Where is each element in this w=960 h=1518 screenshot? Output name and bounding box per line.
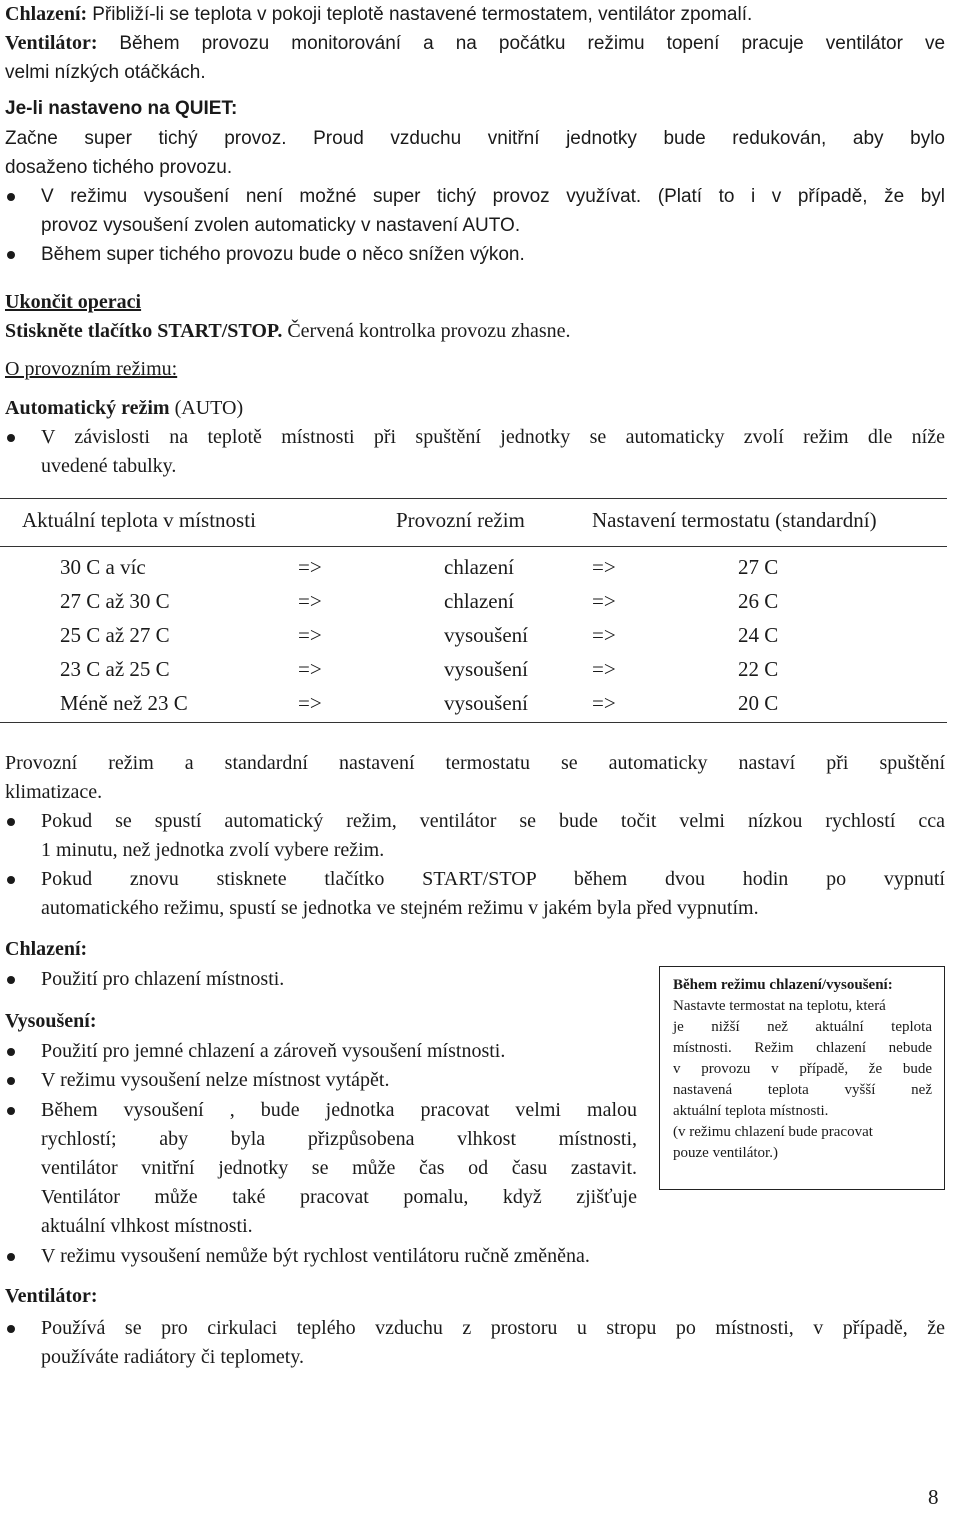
auto-bullet-a: V závislosti na teplotě místnosti při spuštění jednotky se automaticky zvolí režim dle níže [41,426,945,448]
fan-line-1 [5,29,945,58]
row-temp: 27 C až 30 C [60,589,170,613]
bullet-dot [7,1077,15,1085]
row-mode: chlazení [444,555,514,579]
auto-b2-a: Pokud se spustí automatický režim, ventilátor se bude točit velmi nízkou rychlostí cca [41,810,945,832]
note-title: Během režimu chlazení/vysoušení: [673,977,893,993]
row-temp: Méně než 23 C [60,691,188,715]
end-line [5,317,945,346]
row-mode: vysoušení [444,657,528,681]
end-text-bold: Stiskněte tlačítko START/STOP. [5,320,283,342]
cool2-heading: Chlazení: [5,938,88,960]
bullet-dot [7,976,15,984]
fan-text-1: Během provozu monitorování a na počátku režimu topení pracuje ventilátor ve [119,33,946,54]
bullet-dot [7,434,15,442]
table-header-temp: Aktuální teplota v místnosti [22,508,256,532]
row-setting: 27 C [738,555,779,579]
note-line: v provozu v případě, že bude [673,1061,932,1077]
row-arrow: => [298,555,322,579]
end-heading: Ukončit operaci [5,291,142,313]
auto-line [5,394,945,423]
auto-b3-b: automatického režimu, spustí se jednotka ve stejném režimu v jakém byla před vypnutím. [41,897,759,919]
auto-suffix: (AUTO) [169,397,244,419]
dry-b2: V režimu vysoušení nelze místnost vytápět. [41,1069,390,1091]
row-mode: chlazení [444,589,514,613]
bullet-dot [7,193,15,201]
table-header-mode: Provozní režim [396,508,525,532]
row-arrow: => [592,691,616,715]
table-bottom-rule [0,722,947,723]
note-line: (v režimu chlazení bude pracovat [673,1124,873,1140]
quiet-bullet-1b: provoz vysoušení zvolen automaticky v nastavení AUTO. [41,215,521,236]
row-setting: 26 C [738,589,779,613]
fan2-heading: Ventilátor: [5,1285,98,1307]
row-arrow: => [298,657,322,681]
quiet-bullet-1a: V režimu vysoušení není možné super tichý provoz využívat. (Platí to i v případě, že byl [41,186,945,207]
cooling-line [5,0,945,29]
fan-heading: Ventilátor: [5,32,98,54]
quiet-heading: Je-li nastaveno na QUIET: [5,98,238,119]
bullet-dot [7,1048,15,1056]
page-number: 8 [928,1485,939,1509]
row-arrow: => [298,691,322,715]
cooling-text: Přibliží-li se teplota v pokoji teplotě nastavené termostatem, ventilátor zpomalí. [92,4,753,25]
quiet-text-1: Začne super tichý provoz. Proud vzduchu vnitřní jednotky bude redukován, aby bylo [5,128,945,149]
bullet-dot [7,251,15,259]
bullet-dot [7,1325,15,1333]
dry-heading: Vysoušení: [5,1010,97,1032]
note-line: je nižší než aktuální teplota [673,1019,932,1035]
table-top-rule [0,498,947,499]
end-text: Červená kontrolka provozu zhasne. [282,320,571,342]
row-arrow: => [592,589,616,613]
dry-b3-line: Během vysoušení , bude jednotka pracovat velmi malou [41,1099,637,1121]
row-setting: 24 C [738,623,779,647]
auto-b3-a: Pokud znovu stisknete tlačítko START/STOP během dvou hodin po vypnutí [41,868,945,890]
table-header-setting: Nastavení termostatu (standardní) [592,508,877,532]
dry-b3-line: Ventilátor může také pracovat pomalu, když zjišťuje [41,1186,637,1208]
note-line: pouze ventilátor.) [673,1145,778,1161]
note-line: nastavená teplota vyšší než [673,1082,932,1098]
row-temp: 25 C až 27 C [60,623,170,647]
quiet-bullet-2: Během super tichého provozu bude o něco snížen výkon. [41,244,525,265]
dry-b3-line: rychlostí; aby byla přizpůsobena vlhkost místnosti, [41,1128,637,1150]
fan2-bullet-a: Používá se pro cirkulaci teplého vzduchu z prostoru u stropu po místnosti, v případě, že [41,1317,945,1339]
note-line: aktuální teplota místnosti. [673,1103,829,1119]
cooling-heading: Chlazení: [5,3,88,25]
dry-b3-line: ventilátor vnitřní jednotky se může čas od času zastavit. [41,1157,637,1179]
fan-text-2: velmi nízkých otáčkách. [5,62,206,83]
row-arrow: => [592,657,616,681]
row-temp: 30 C a víc [60,555,146,579]
row-setting: 20 C [738,691,779,715]
bullet-dot [7,1107,15,1115]
bullet-dot [7,1253,15,1261]
dry-b1: Použití pro jemné chlazení a zároveň vysoušení místnosti. [41,1040,506,1062]
table-header-rule [0,546,947,547]
row-arrow: => [592,555,616,579]
bullet-dot [7,876,15,884]
auto-bold: Automatický režim [5,397,170,419]
row-setting: 22 C [738,657,779,681]
note-line: místnosti. Režim chlazení nebude [673,1040,932,1056]
row-temp: 23 C až 25 C [60,657,170,681]
row-arrow: => [592,623,616,647]
quiet-text-2: dosaženo tichého provozu. [5,157,233,178]
row-mode: vysoušení [444,691,528,715]
note-line: Nastavte termostat na teplotu, která [673,998,886,1014]
bullet-dot [7,818,15,826]
row-arrow: => [298,589,322,613]
dry-b4: V režimu vysoušení nemůže být rychlost ventilátoru ručně změněna. [41,1245,590,1267]
auto-b2-b: 1 minutu, než jednotka zvolí vybere režim. [41,839,385,861]
cool2-bullet: Použití pro chlazení místnosti. [41,968,285,990]
dry-b3-line: aktuální vlhkost místnosti. [41,1215,253,1237]
after-table-1: Provozní režim a standardní nastavení termostatu se automaticky nastaví při spuštění [5,752,945,774]
mode-heading: O provozním režimu: [5,358,178,380]
auto-bullet-b: uvedené tabulky. [41,455,177,477]
after-table-2: klimatizace. [5,781,103,803]
note-box [659,966,945,1190]
row-arrow: => [298,623,322,647]
fan2-bullet-b: používáte radiátory či teplomety. [41,1346,305,1368]
row-mode: vysoušení [444,623,528,647]
